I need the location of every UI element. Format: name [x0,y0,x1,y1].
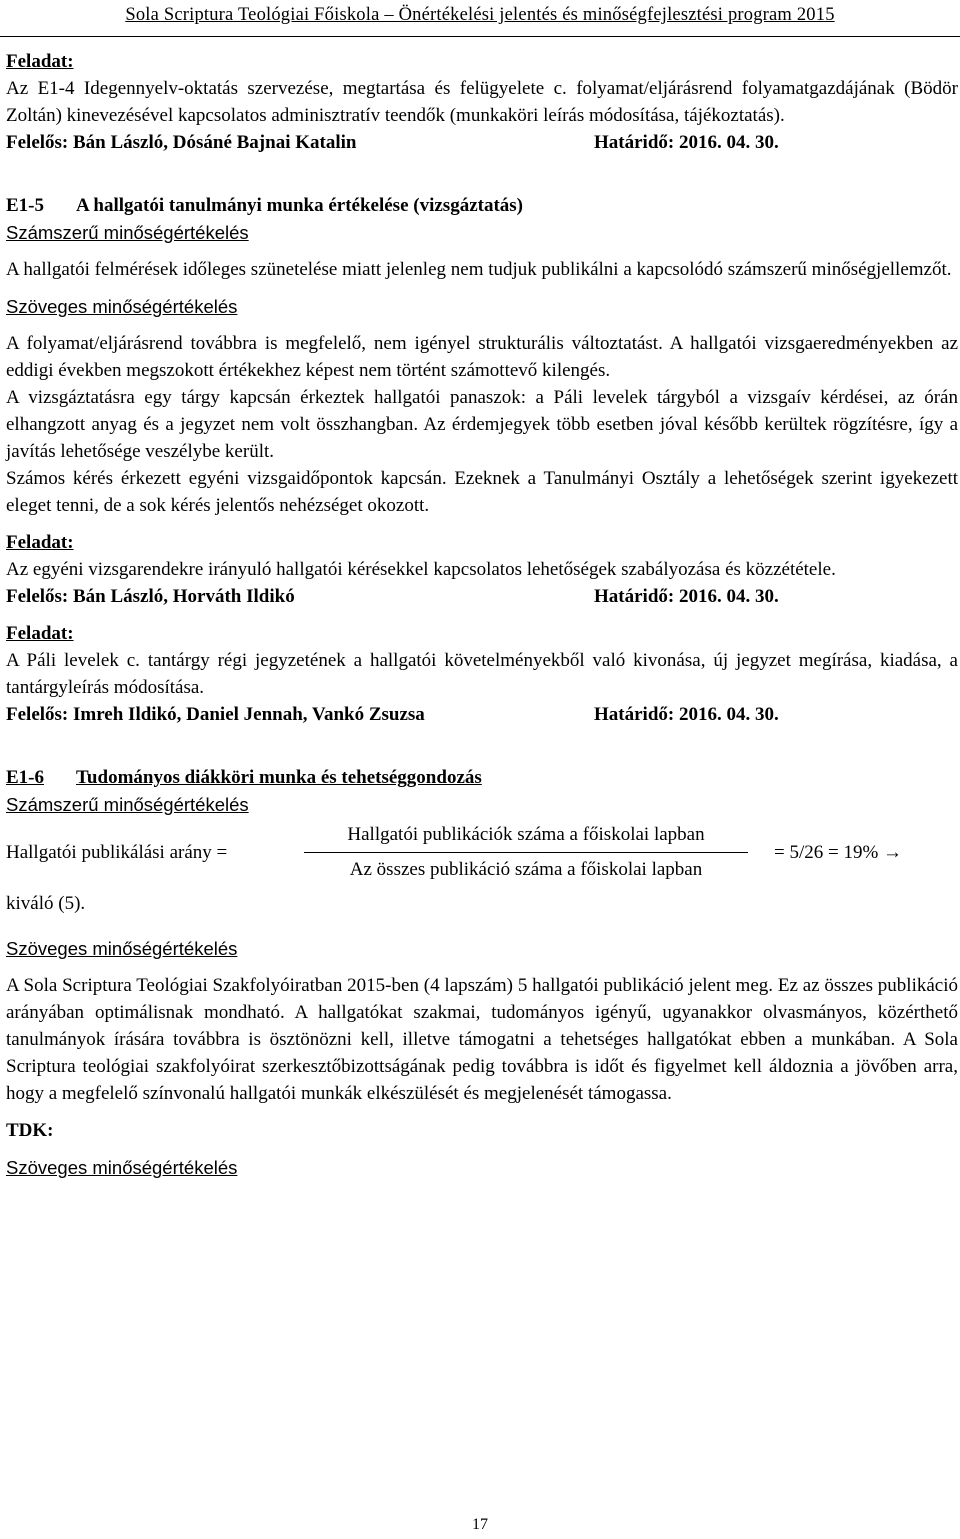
task-text: Az E1-4 Idegennyelv-oktatás szervezése, megtartása és felügyelete c. folyamat/eljárásrend folyamatgazdájának (Bödör Zoltán) kinevezésével kapcsolatos adminisztratív teendők (munkaköri leírás módosítása, tájékoztatás). [6,78,958,126]
deadline: Határidő: 2016. 04. 30. [594,132,779,153]
responsible: Felelős: Bán László, Horváth Ildikó [6,586,295,607]
formula-lhs: Hallgatói publikálási arány = [6,842,228,863]
task-label: Feladat: [6,623,74,644]
task-label: Feladat: [6,51,74,72]
paragraph: A vizsgáztatásra egy tárgy kapcsán érkeztek hallgatói panaszok: a Páli levelek tárgyból a vizsgaív kérdései, az órán elhangzott anyag és a jegyzet nem volt összhangban. Az érdemjegyek több esetben jóval később kerültek rögzítésre, így a javítás lehetősége veszélybe került. [6,387,958,462]
formula-numerator: Hallgatói publikációk száma a főiskolai lapban [347,824,705,845]
paragraph: Számos kérés érkezett egyéni vizsgaidőpontok kapcsán. Ezeknek a Tanulmányi Osztály a lehetőségek szerint igyekezett eleget tenni, de a sok kérés jelentős nehézséget okozott. [6,468,958,516]
responsible: Felelős: Bán László, Dósáné Bajnai Katalin [6,132,357,153]
section-title: Tudományos diákköri munka és tehetséggondozás [76,767,482,788]
document-body [6,48,958,1181]
section-heading-e15 [6,192,958,219]
formula [6,818,958,890]
formula-fraction [300,818,752,887]
responsible: Felelős: Imreh Ildikó, Daniel Jennah, Vankó Zsuzsa [6,704,425,725]
formula-rhs: = 5/26 = 19% → [774,842,903,863]
deadline: Határidő: 2016. 04. 30. [594,704,779,725]
responsible-row [6,129,958,156]
deadline: Határidő: 2016. 04. 30. [594,586,779,607]
section-number: E1-5 [6,195,44,216]
section-number: E1-6 [6,767,44,788]
paragraph: A folyamat/eljárásrend továbbra is megfelelő, nem igényel strukturális változtatást. A hallgatói vizsgaeredményekben az eddigi években megszokott értékekhez képest nem történt számottevő kilengés. [6,333,958,381]
formula-result: kiváló (5). [6,893,86,914]
task-label: Feladat: [6,532,74,553]
subsection-label: Szöveges minőségértékelés [6,938,238,959]
subsection-label: Szöveges minőségértékelés [6,1157,238,1178]
task-text: Az egyéni vizsgarendekre irányuló hallgatói kérésekkel kapcsolatos lehetőségek szabályozása és közzététele. [6,559,836,580]
section-heading-e16 [6,764,958,791]
responsible-row [6,583,958,610]
subsection-label: Számszerű minőségértékelés [6,222,249,243]
subsection-label: Számszerű minőségértékelés [6,794,249,815]
header-title: Sola Scriptura Teológiai Főiskola – Önértékelési jelentés és minőségfejlesztési program 2015 [125,5,835,25]
page-header [0,0,960,37]
page-number: 17 [472,1516,488,1533]
subsection-label: Szöveges minőségértékelés [6,296,238,317]
formula-denominator: Az összes publikáció száma a főiskolai lapban [349,859,703,880]
responsible-row [6,701,958,728]
task-text: A Páli levelek c. tantárgy régi jegyzetének a hallgatói követelményekből való kivonása, új jegyzet megírása, kiadása, a tantárgyleírás módosítása. [6,650,958,698]
section-title: A hallgatói tanulmányi munka értékelése (vizsgáztatás) [76,195,524,216]
paragraph: A hallgatói felmérések időleges szünetelése miatt jelenleg nem tudjuk publikálni a kapcsolódó számszerű minőségjellemzőt. [6,259,952,280]
paragraph: A Sola Scriptura Teológiai Szakfolyóiratban 2015-ben (4 lapszám) 5 hallgatói publikáció jelent meg. Ez az összes publikáció arányában optimálisnak mondható. A hallgatókat szakmai, tudományos igényű, ugyanakkor olvasmányos, közérthető tanulmányok írására továbbra is ösztönözni kell, illetve támogatni a tehetséges hallgatókat ebben a munkában. A Sola Scriptura teológiai szakfolyóirat szerkesztőbizottságának pedig továbbra is időt és figyelmet kell áldoznia a jövőben arra, hogy a megfelelő színvonalú hallgatói munkák elkészülését és megjelenését támogassa. [6,975,958,1104]
tdk-label: TDK: [6,1120,54,1141]
